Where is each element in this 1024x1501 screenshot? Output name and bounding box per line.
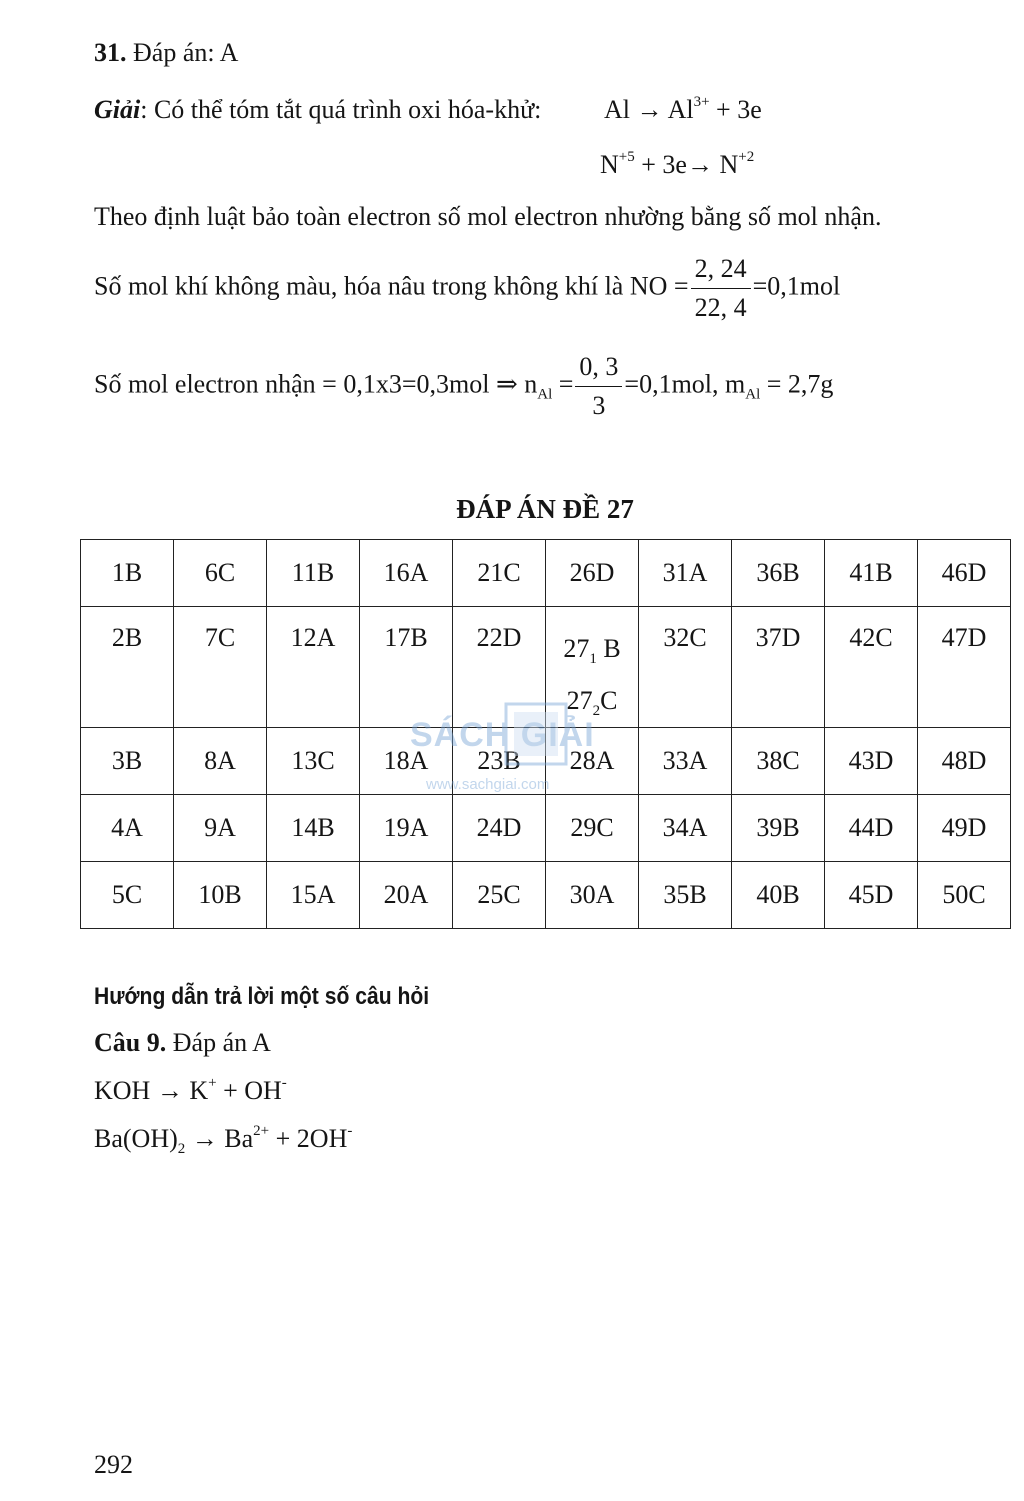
- answer-cell: 39B: [732, 795, 825, 862]
- r2-mid: → Ba: [185, 1124, 254, 1153]
- answer-cell: 44D: [825, 795, 918, 862]
- answer-cell: 21C: [453, 540, 546, 607]
- answer-cell: 23B: [453, 728, 546, 795]
- answer-cell: 37D: [732, 607, 825, 728]
- answer-cell: 29C: [546, 795, 639, 862]
- cell27-l1-num: 27: [563, 634, 590, 663]
- answer-cell: 6C: [174, 540, 267, 607]
- electron-sub: Al: [537, 386, 553, 403]
- answer-key-title: ĐÁP ÁN ĐỀ 27: [456, 494, 634, 524]
- answer-cell: 5C: [81, 862, 174, 929]
- answer-cell: 12A: [267, 607, 360, 728]
- electron-text: Số mol electron nhận = 0,1x3=0,3mol ⇒ n: [94, 369, 538, 399]
- answer-cell: 9A: [174, 795, 267, 862]
- giai-text: : Có thể tóm tắt quá trình oxi hóa-khử:: [140, 95, 542, 124]
- answer-cell: 2B: [81, 607, 174, 728]
- answer-cell: 33A: [639, 728, 732, 795]
- answer-cell: 49D: [918, 795, 1011, 862]
- equation-al: [604, 95, 762, 125]
- answer-cell: 28A: [546, 728, 639, 795]
- q31-number: 31.: [94, 38, 127, 67]
- answer-cell: 42C: [825, 607, 918, 728]
- answer-cell: 34A: [639, 795, 732, 862]
- answer-cell: 38C: [732, 728, 825, 795]
- eq1-tail: + 3e: [709, 95, 762, 124]
- watermark-url: www.sachgiai.com: [426, 776, 550, 793]
- answer-cell: 16A: [360, 540, 453, 607]
- conservation-law: Theo định luật bảo toàn electron số mol electron nhường bằng số mol nhận.: [94, 202, 882, 231]
- answer-cell: 7C: [174, 607, 267, 728]
- r2-part: Ba(OH): [94, 1124, 178, 1153]
- reaction-koh: [94, 1076, 287, 1106]
- answer-cell: 40B: [732, 862, 825, 929]
- answer-cell: 3B: [81, 728, 174, 795]
- answer-cell: 24D: [453, 795, 546, 862]
- gas-fraction: [691, 254, 751, 323]
- r1-sup2: -: [281, 1075, 287, 1091]
- giai-label: Giải: [94, 95, 141, 124]
- table-row: [81, 540, 1011, 607]
- cau9-answer: Đáp án A: [166, 1028, 271, 1057]
- gas-text: Số mol khí không màu, hóa nâu trong không khí là NO =: [94, 271, 689, 301]
- electron-result: =0,1mol, m: [624, 369, 746, 399]
- answer-cell: 17B: [360, 607, 453, 728]
- electron-numerator: 0, 3: [575, 352, 622, 387]
- page-number: 292: [94, 1450, 133, 1479]
- answer-cell: 47D: [918, 607, 1011, 728]
- cell27-l2-num: 27: [566, 686, 593, 715]
- r2-tail: + 2OH: [269, 1124, 348, 1153]
- guide-heading: Hướng dẫn trả lời một số câu hỏi: [94, 983, 430, 1010]
- answer-cell: 25C: [453, 862, 546, 929]
- answer-cell: 31A: [639, 540, 732, 607]
- gas-result: =0,1mol: [752, 271, 841, 301]
- answer-cell: 13C: [267, 728, 360, 795]
- equation-n: [600, 150, 754, 180]
- gas-moles-line: [94, 254, 840, 323]
- gas-denominator: 22, 4: [694, 293, 747, 322]
- answer-cell: 26D: [546, 540, 639, 607]
- answer-cell: 48D: [918, 728, 1011, 795]
- r1-part: KOH → K: [94, 1076, 209, 1105]
- r2-sub: 2: [177, 1141, 186, 1157]
- eq1-part: Al → Al: [604, 95, 694, 124]
- answer-cell: 41B: [825, 540, 918, 607]
- mass-result: = 2,7g: [760, 369, 834, 399]
- cau9-label: Câu 9.: [94, 1028, 167, 1057]
- answer-cell: 45D: [825, 862, 918, 929]
- answer-cell: 20A: [360, 862, 453, 929]
- answer-cell: 11B: [267, 540, 360, 607]
- answer-cell: 46D: [918, 540, 1011, 607]
- table-row: [81, 795, 1011, 862]
- answer-cell: 15A: [267, 862, 360, 929]
- q31-solution-intro: [94, 95, 541, 125]
- answer-cell: 22D: [453, 607, 546, 728]
- eq2-sup2: +2: [738, 149, 755, 165]
- watermark-brand: SÁCH GIẢI: [410, 716, 595, 754]
- answer-cell: 10B: [174, 862, 267, 929]
- eq2-mid: + 3e→ N: [634, 150, 739, 179]
- cau9-heading: [94, 1028, 271, 1058]
- gas-numerator: 2, 24: [691, 254, 751, 289]
- answer-cell: 30A: [546, 862, 639, 929]
- answer-cell: 18A: [360, 728, 453, 795]
- answer-cell: 43D: [825, 728, 918, 795]
- answer-cell: 36B: [732, 540, 825, 607]
- r1-sup1: +: [208, 1075, 217, 1091]
- q31-heading: [94, 38, 238, 68]
- answer-cell: 4A: [81, 795, 174, 862]
- answer-cell: 32C: [639, 607, 732, 728]
- mass-sub: Al: [745, 386, 761, 403]
- r2-sup2: -: [347, 1123, 353, 1139]
- answer-cell: 19A: [360, 795, 453, 862]
- cell27-line1: [546, 623, 638, 675]
- electron-eq: =: [552, 369, 574, 399]
- eq2-sup1: +5: [618, 149, 635, 165]
- cell27-l2-ans: C: [600, 686, 618, 715]
- electron-moles-line: [94, 352, 833, 421]
- cell27-l1-ans: B: [596, 634, 621, 663]
- r1-mid: + OH: [216, 1076, 282, 1105]
- eq2-part: N: [600, 150, 619, 179]
- answer-cell: 8A: [174, 728, 267, 795]
- reaction-baoh2: [94, 1123, 353, 1157]
- answer-cell: 1B: [81, 540, 174, 607]
- electron-fraction: [575, 352, 622, 421]
- answer-cell: 35B: [639, 862, 732, 929]
- eq1-sup: 3+: [693, 94, 710, 110]
- answer-cell: 14B: [267, 795, 360, 862]
- cell27-l1-sub: 1: [589, 651, 597, 667]
- electron-denominator: 3: [592, 391, 606, 420]
- answer-cell: 50C: [918, 862, 1011, 929]
- watermark: [410, 700, 630, 800]
- q31-answer: Đáp án: A: [126, 38, 239, 67]
- r2-sup1: 2+: [253, 1123, 270, 1139]
- table-row: [81, 862, 1011, 929]
- cell27-l2-sub: 2: [592, 703, 601, 719]
